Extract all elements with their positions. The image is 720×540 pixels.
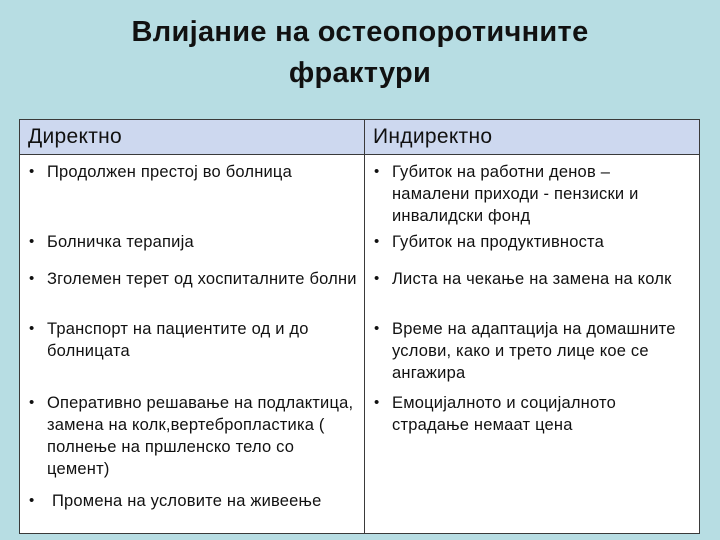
direct-cell [20, 230, 365, 267]
direct-item-text: Промена на условите на живеење [52, 492, 322, 510]
slide-title [0, 12, 720, 94]
slide-title-line-2: фрактури [288, 57, 432, 89]
list-item [21, 268, 363, 290]
direct-cell [20, 489, 365, 534]
direct-item-text: Оперативно решавање на подлактица, замена на колк,вертебропластика ( полнење на пршленско тело со цемент) [47, 394, 354, 478]
list-item [366, 318, 698, 384]
bullet: • [29, 492, 35, 509]
slide-title-line-1: Влијание на остеопоротичните [131, 16, 589, 48]
direct-item-text: Продолжен престој во болница [47, 163, 292, 181]
list-item [366, 161, 698, 227]
bullet: • [29, 233, 35, 250]
list-item [21, 490, 363, 512]
indirect-item-text: Губиток на работни денов – намалени приходи - пензиски и инвалидски фонд [392, 163, 639, 225]
indirect-cell-empty [365, 489, 700, 534]
bullet: • [374, 320, 380, 337]
indirect-cell [365, 391, 700, 489]
list-item [366, 392, 698, 436]
header-indirect: Индиректно [365, 120, 700, 155]
list-item [21, 318, 363, 362]
bullet: • [29, 320, 35, 337]
indirect-item-text: Емоцијалното и социјалното страдање немаат цена [392, 394, 616, 434]
direct-cell [20, 317, 365, 391]
bullet: • [29, 270, 35, 287]
bullet: • [29, 163, 35, 180]
direct-item-text: Болничка терапија [47, 233, 194, 251]
indirect-cell [365, 267, 700, 317]
direct-item-text: Транспорт на пациентите од и до болницата [47, 320, 309, 360]
bullet: • [374, 163, 380, 180]
list-item [21, 231, 363, 253]
direct-cell [20, 267, 365, 317]
direct-cell [20, 155, 365, 231]
bullet: • [374, 233, 380, 250]
table-row [20, 155, 700, 231]
table-row [20, 391, 700, 489]
bullet: • [374, 270, 380, 287]
list-item [21, 161, 363, 183]
indirect-item-text: Време на адаптација на домашните услови, како и трето лице кое се ангажира [392, 320, 676, 382]
table-row [20, 317, 700, 391]
direct-item-text: Зголемен терет од хоспиталните болни [47, 270, 357, 288]
table-header-row [20, 120, 700, 155]
header-direct: Директно [20, 120, 365, 155]
comparison-table [19, 119, 700, 534]
indirect-cell [365, 230, 700, 267]
table-row [20, 489, 700, 534]
indirect-cell [365, 155, 700, 231]
table-row [20, 230, 700, 267]
table-row [20, 267, 700, 317]
list-item [366, 268, 698, 290]
direct-cell [20, 391, 365, 489]
indirect-cell [365, 317, 700, 391]
bullet: • [29, 394, 35, 411]
list-item [21, 392, 363, 480]
list-item [366, 231, 698, 253]
bullet: • [374, 394, 380, 411]
indirect-item-text: Листа на чекање на замена на колк [392, 270, 672, 288]
indirect-item-text: Губиток на продуктивноста [392, 233, 604, 251]
